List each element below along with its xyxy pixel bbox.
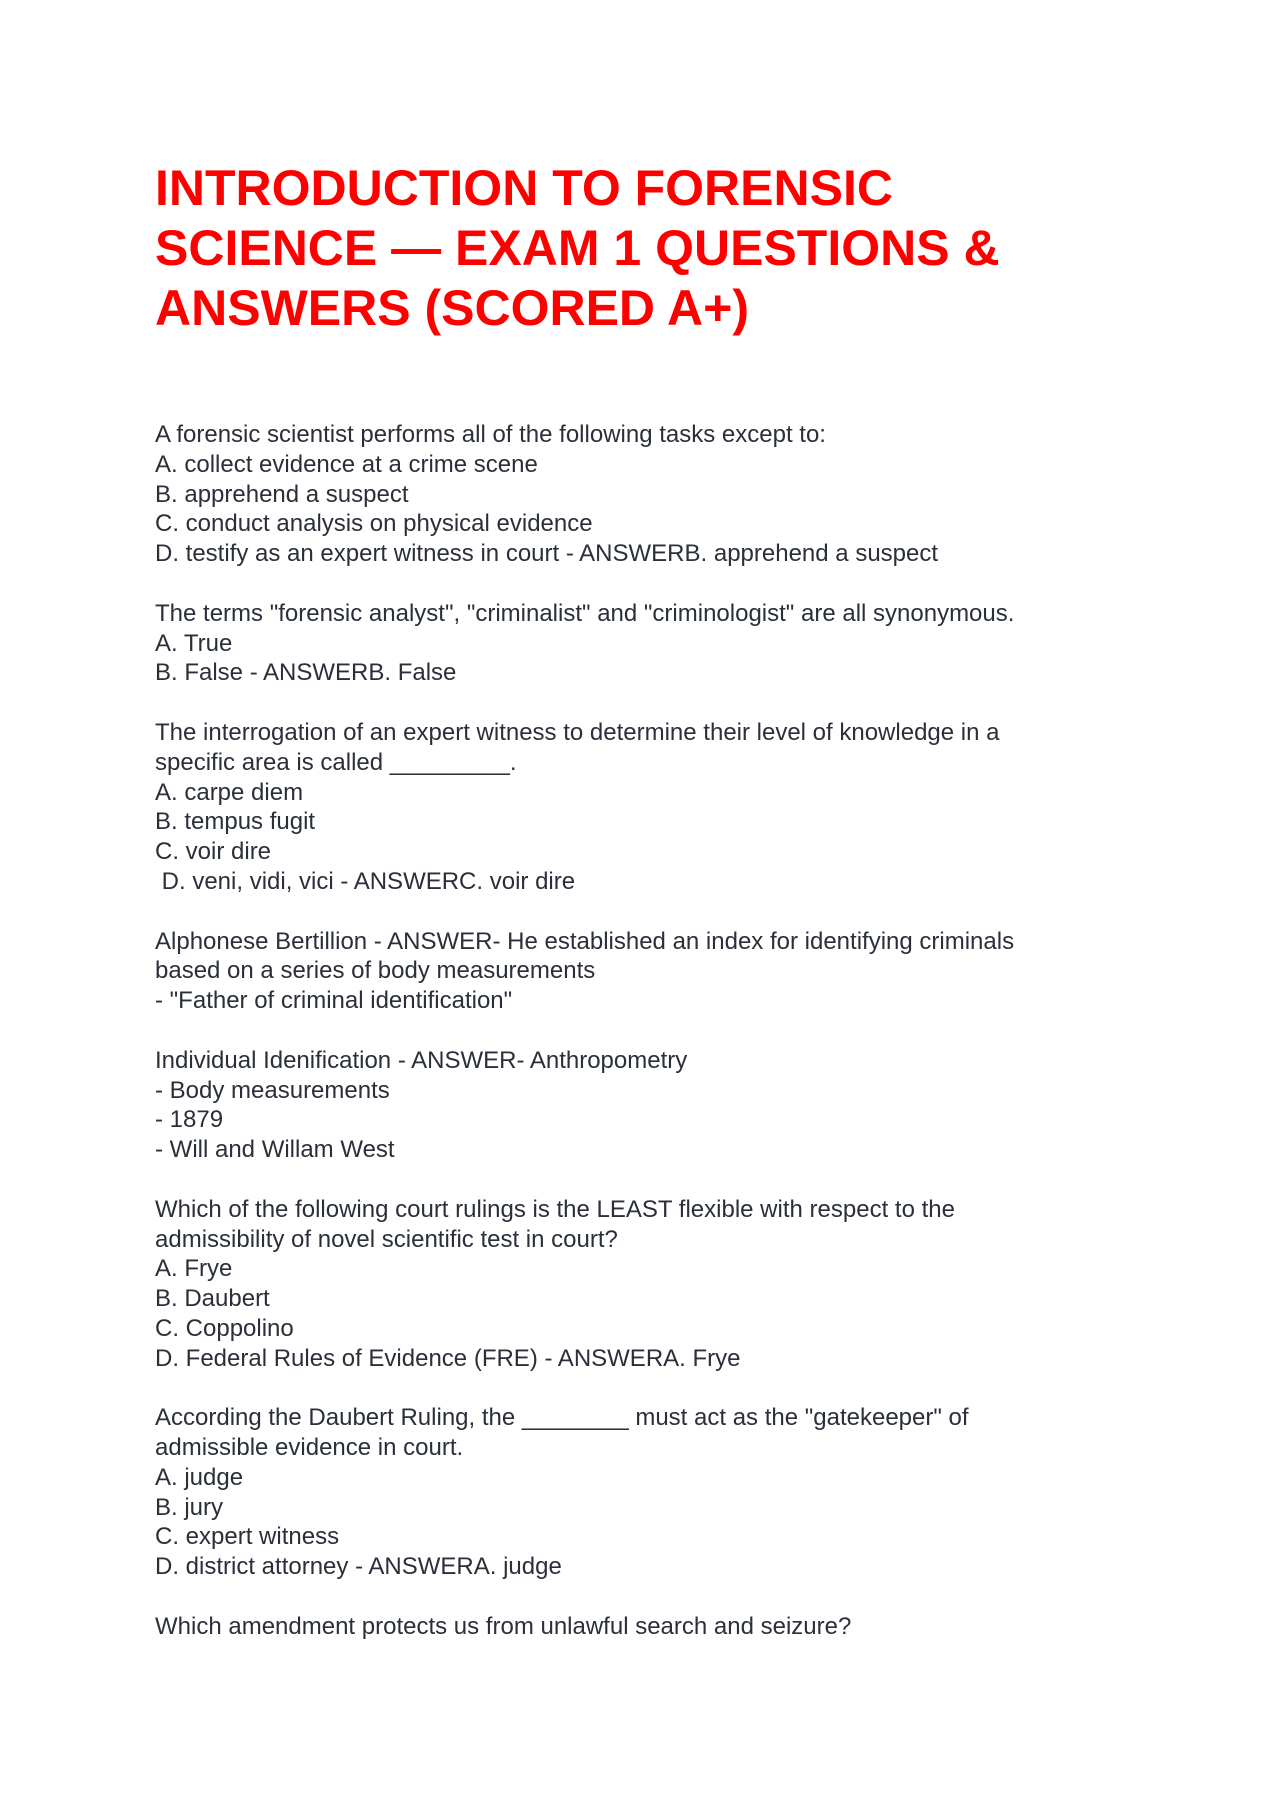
answer-detail: - Body measurements	[155, 1076, 390, 1104]
answer-option: B. tempus fugit	[155, 808, 316, 836]
title-line: SCIENCE — EXAM 1 QUESTIONS &	[155, 220, 1000, 276]
answer-option: B. apprehend a suspect	[155, 480, 409, 508]
answer-option: D. veni, vidi, vici - ANSWERC. voir dire	[155, 867, 576, 895]
answer-option: D. testify as an expert witness in court - ANSWERB. apprehend a suspect	[155, 540, 939, 568]
question-text: specific area is called _________.	[155, 748, 517, 776]
title-line: INTRODUCTION TO FORENSIC	[155, 160, 893, 216]
answer-detail: - 1879	[155, 1106, 224, 1134]
answer-option: B. False - ANSWERB. False	[155, 659, 457, 687]
answer-option: B. jury	[155, 1493, 224, 1521]
answer-option: B. Daubert	[155, 1285, 270, 1313]
answer-option: A. Frye	[155, 1255, 233, 1283]
question-text: The interrogation of an expert witness to determine their level of knowledge in a	[155, 718, 1000, 746]
answer-detail: - "Father of criminal identification"	[155, 987, 513, 1015]
question-text: Individual Idenification - ANSWER- Anthropometry	[155, 1046, 688, 1074]
question-text: Which amendment protects us from unlawful search and seizure?	[155, 1612, 852, 1640]
answer-option: A. judge	[155, 1463, 244, 1491]
question-block	[155, 1612, 1135, 1642]
question-text: According the Daubert Ruling, the ________ must act as the "gatekeeper" of	[155, 1404, 969, 1432]
question-block	[155, 1403, 1135, 1582]
answer-detail: - Will and Willam West	[155, 1136, 395, 1164]
answer-option: A. carpe diem	[155, 778, 304, 806]
question-block	[155, 420, 1135, 569]
answer-option: A. True	[155, 629, 233, 657]
answer-option: C. expert witness	[155, 1523, 340, 1551]
question-text: based on a series of body measurements	[155, 957, 596, 985]
question-text: Which of the following court rulings is the LEAST flexible with respect to the	[155, 1195, 955, 1223]
question-block	[155, 1195, 1135, 1374]
question-text: admissibility of novel scientific test in court?	[155, 1225, 618, 1253]
answer-option: C. Coppolino	[155, 1314, 294, 1342]
question-block	[155, 927, 1135, 1016]
question-text: admissible evidence in court.	[155, 1434, 464, 1462]
question-text: Alphonese Bertillion - ANSWER- He established an index for identifying criminals	[155, 927, 1015, 955]
question-block	[155, 718, 1135, 897]
question-block	[155, 599, 1135, 688]
answer-option: C. voir dire	[155, 838, 272, 866]
answer-option: D. Federal Rules of Evidence (FRE) - ANSWERA. Frye	[155, 1344, 741, 1372]
title-line: ANSWERS (SCORED A+)	[155, 280, 750, 336]
question-text: The terms "forensic analyst", "criminalist" and "criminologist" are all synonymous.	[155, 599, 1015, 627]
answer-option: C. conduct analysis on physical evidence	[155, 510, 593, 538]
question-block	[155, 1046, 1135, 1165]
question-text: A forensic scientist performs all of the following tasks except to:	[155, 421, 826, 448]
answer-option: D. district attorney - ANSWERA. judge	[155, 1553, 562, 1581]
answer-option: A. collect evidence at a crime scene	[155, 450, 538, 478]
question-list	[155, 420, 1135, 1671]
page-title	[155, 158, 1115, 338]
